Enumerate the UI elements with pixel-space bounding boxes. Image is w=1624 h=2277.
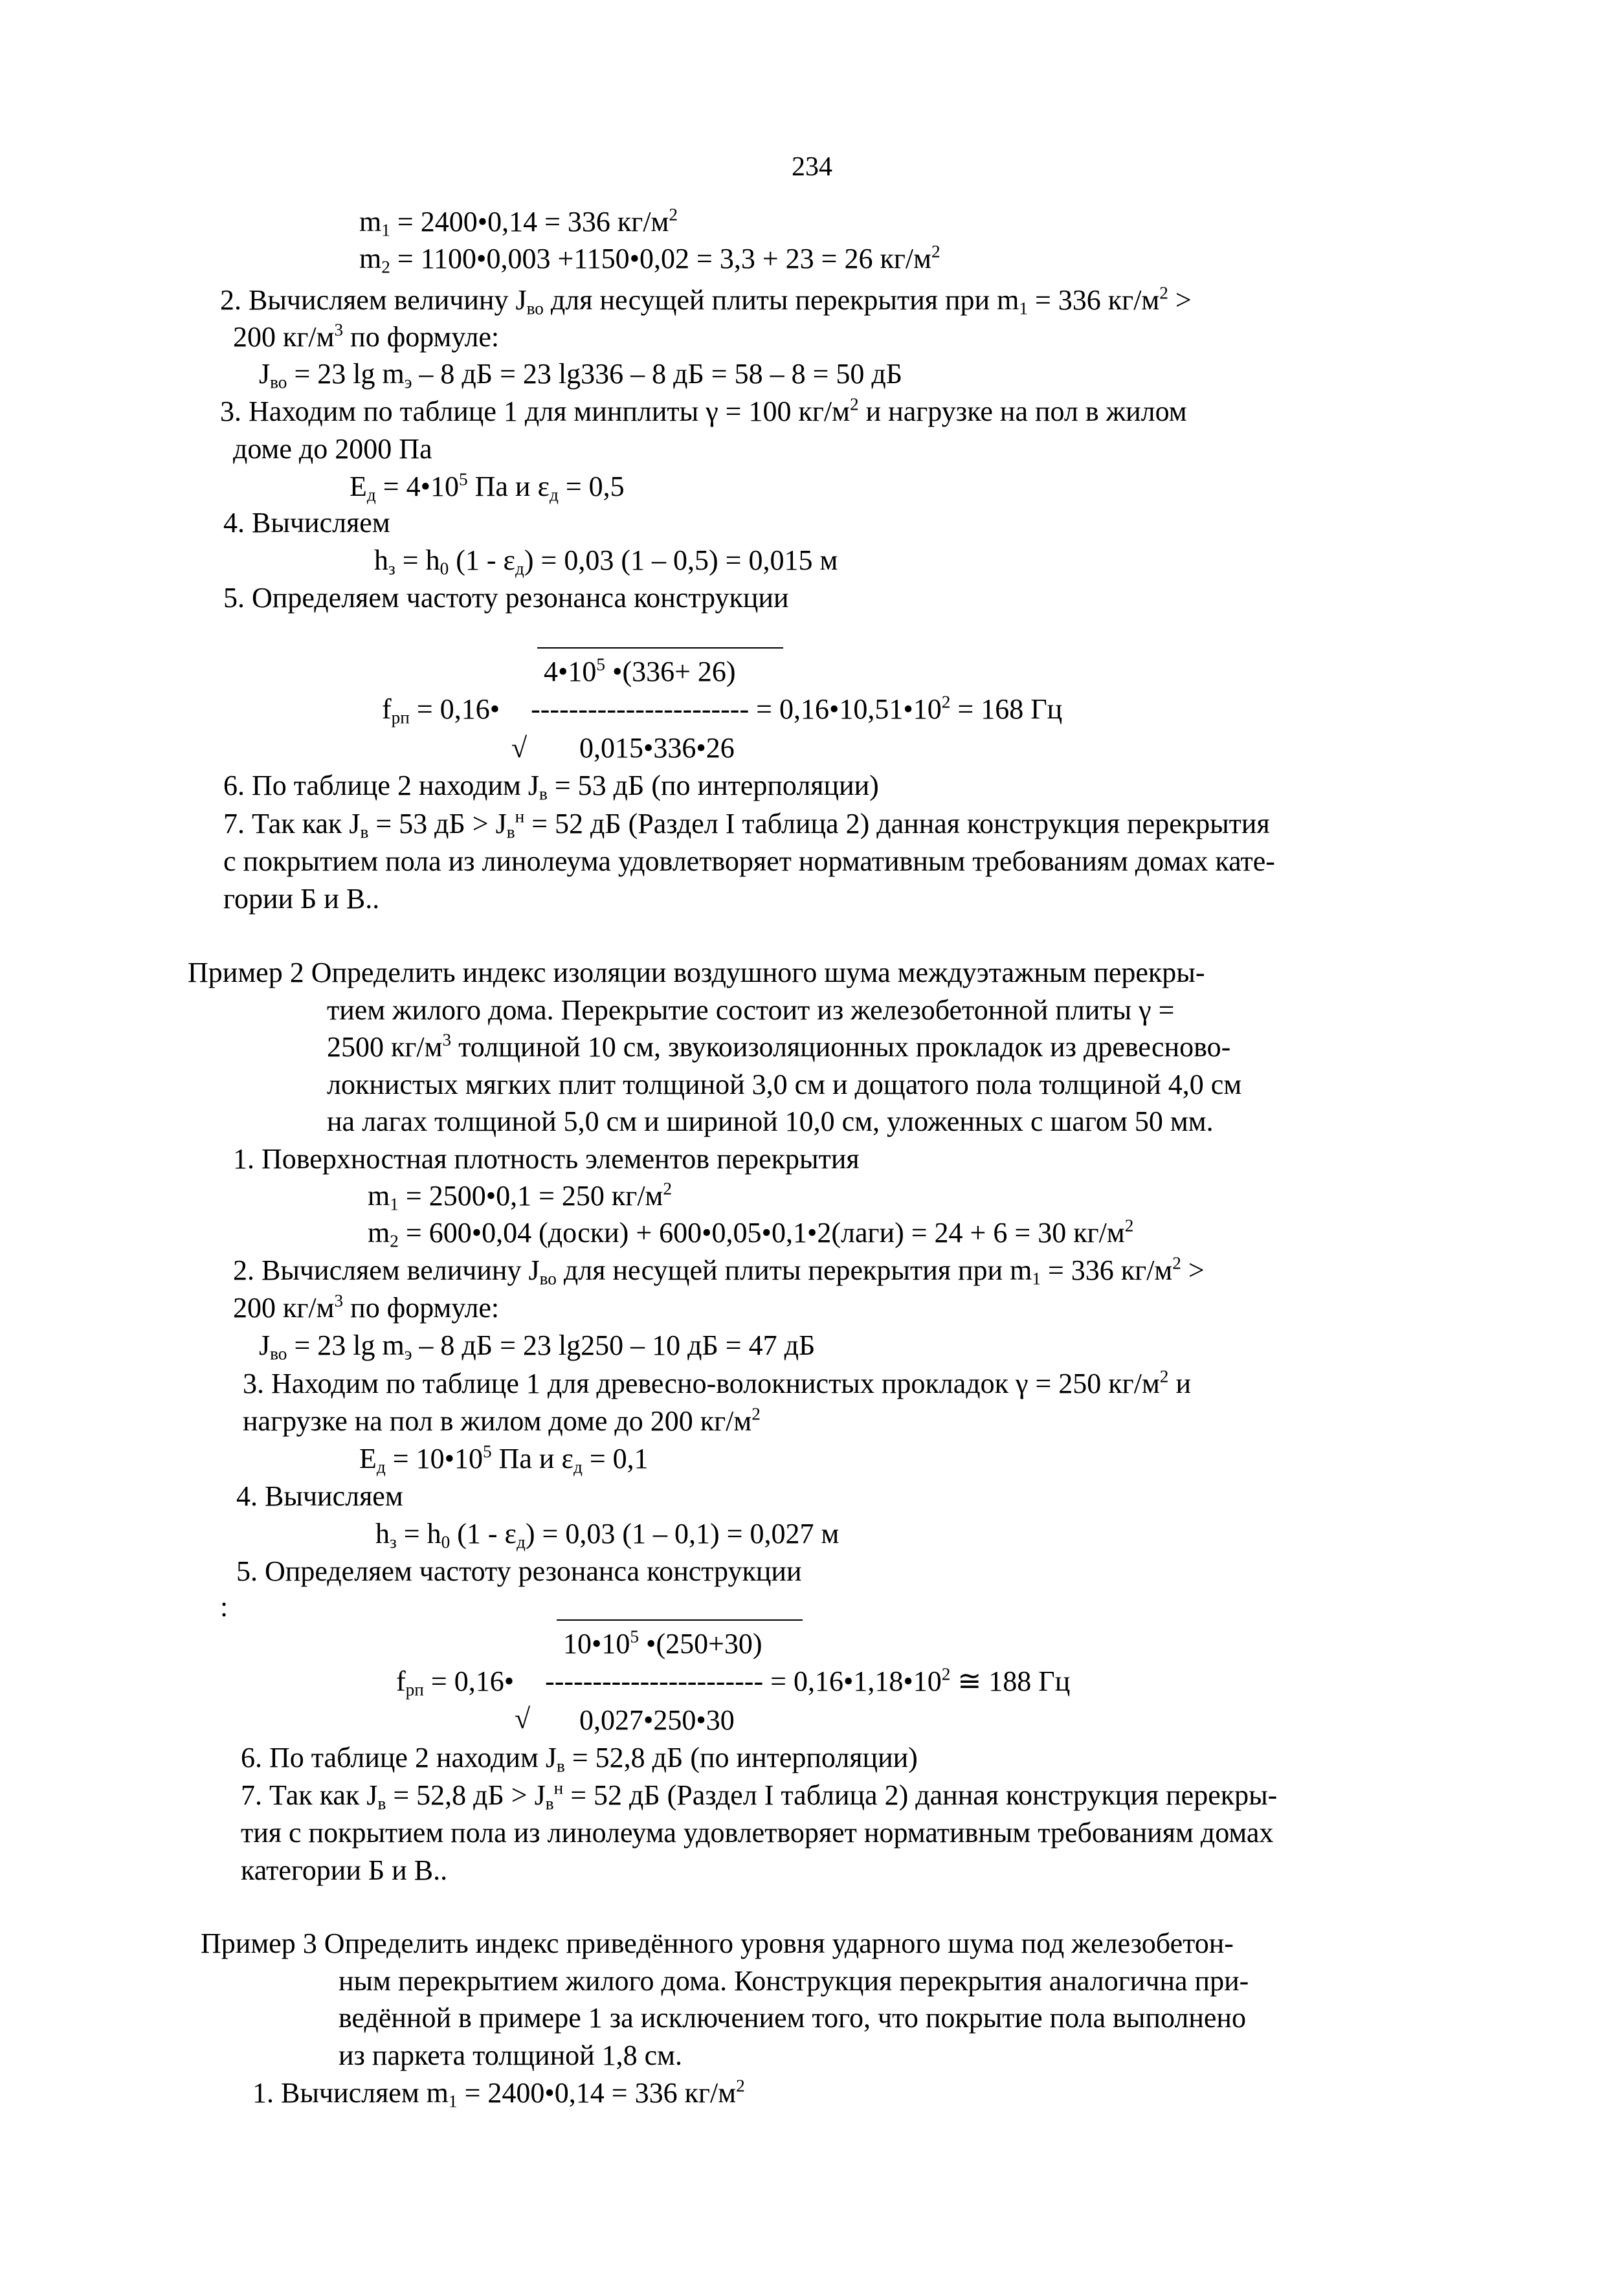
ex3-heading-line4: из паркета толщиной 1,8 см. xyxy=(339,2039,683,2071)
ex1-step2-line2: 200 $кг/м^3$ по формуле: xyxy=(233,320,500,353)
ex2-fraction-numerator: $10•10^5$ •(250+30) xyxy=(563,1627,762,1660)
ex2-m2-formula: $m_2$ = 600•0,04 (доски) + 600•0,05•0,1•2(лаги) = 24 + 6 = 30 $кг/м^2$ xyxy=(368,1216,1134,1251)
ex2-fraction-denominator: 0,027•250•30 xyxy=(579,1704,735,1736)
ex2-step1: 1. Поверхностная плотность элементов перекрытия xyxy=(233,1143,860,1175)
ex2-heading-line2: тием жилого дома. Перекрытие состоит из железобетонной плиты γ = xyxy=(327,994,1175,1026)
ex1-sqrt-sign: √ xyxy=(511,732,528,764)
ex2-step6: 6. По таблице 2 находим $J_в = 52,8$ дБ (по интерполяции) xyxy=(241,1742,918,1776)
ex2-step2-line1: 2. Вычисляем величину $J_{во}$ для несущей плиты перекрытия при $m_1 = 336$ $кг/м^2$ > xyxy=(233,1253,1205,1289)
ex2-heading-line1: Пример 2 Определить индекс изоляции воздушного шума междуэтажным перекры- xyxy=(188,957,1205,988)
ex1-step6: 6. По таблице 2 находим $J_в = 53$ дБ (по интерполяции) xyxy=(223,770,879,804)
ex2-jvo-formula: $J_{во} = 23$ $\lg m_э - 8$ дБ = 23 lg250 – 10 дБ = 47 дБ xyxy=(259,1329,816,1364)
ex1-step3-line2: доме до 2000 Па xyxy=(233,433,432,465)
ex2-step7-line1: 7. Так как $J_в = 52,8$ дБ > $J_в^н = 52$ дБ (Раздел I таблица 2) данная конструкция перекры- xyxy=(241,1778,1278,1814)
ex1-sqrt-overline xyxy=(537,647,783,649)
ex2-step7-line2: тия с покрытием пола из линолеума удовлетворяет нормативным требованиям домах xyxy=(241,1817,1274,1849)
ex1-step7-line3: гории Б и В.. xyxy=(223,883,380,915)
ex3-heading-line3: ведённой в примере 1 за исключением того, что покрытие пола выполнено xyxy=(339,2002,1246,2034)
ex1-step3-line1: 3. Находим по таблице 1 для минплиты γ = 100 $кг/м^2$ и нагрузке на пол в жилом xyxy=(220,394,1187,427)
ex3-heading-line2: ным перекрытием жилого дома. Конструкция перекрытия аналогична при- xyxy=(339,1965,1249,1997)
ex2-step5: 5. Определяем частоту резонанса конструкции xyxy=(236,1555,802,1587)
ex2-heading-line3: 2500 $кг/м^3$ толщиной 10 см, звукоизоляционных прокладок из древесново- xyxy=(327,1030,1231,1063)
ex1-step5: 5. Определяем частоту резонанса конструкции xyxy=(223,582,789,614)
ex2-sqrt-overline xyxy=(557,1619,803,1621)
ex2-heading-line4: локнистых мягких плит толщиной 3,0 см и дощатого пола толщиной 4,0 см xyxy=(327,1069,1242,1100)
ex2-heading-line5: на лагах толщиной 5,0 см и шириной 10,0 см, уложенных с шагом 50 мм. xyxy=(327,1105,1214,1137)
ex1-fraction-denominator: 0,015•336•26 xyxy=(579,732,735,764)
ex2-colon: : xyxy=(220,1591,228,1623)
ex3-heading-line1: Пример 3 Определить индекс приведённого уровня ударного шума под железобетон- xyxy=(201,1927,1234,1959)
ex2-step2-line2: 200 $кг/м^3$ по формуле: xyxy=(233,1291,500,1324)
ex2-step3-line1: 3. Находим по таблице 1 для древесно-волокнистых прокладок γ = 250 $кг/м^2$ и xyxy=(243,1366,1191,1399)
ex1-step7-line1: 7. Так как $J_в = 53$ дБ > $J_в^н = 52$ дБ (Раздел I таблица 2) данная конструкция перекрытия xyxy=(223,806,1270,842)
ex1-jvo-formula: $J_{во} = 23$ $\lg m_э - 8$ дБ = 23 lg336 – 8 дБ = 58 – 8 = 50 дБ xyxy=(259,358,903,392)
ex1-fraction-numerator: $4•10^5$ •(336+ 26) xyxy=(544,654,736,687)
formula-m2: $m_2$ = 1100•0,003 +1150•0,02 = 3,3 + 23 = 26 $кг/м^2$ xyxy=(359,241,940,277)
formula-m1: $m_1$ = 2400•0,14 = 336 $кг/м^2$ xyxy=(359,205,678,240)
ex1-h-formula: $h_з = h_0$ $(1 - \varepsilon_д) = 0,03$ (1 – 0,5) = 0,015 м xyxy=(374,544,838,579)
ex1-frequency-formula: $f_{рп}$ = 0,16• ----------------------- = $0,16•10,51•10^2 = 168$ Гц xyxy=(382,692,1063,728)
ex2-step3-line2: нагрузке на пол в жилом доме до 200 $кг/м^2$ xyxy=(243,1404,761,1437)
ex2-step7-line3: категории Б и В.. xyxy=(241,1854,448,1886)
ex2-h-formula: $h_з = h_0$ $(1 - \varepsilon_д) = 0,03$ (1 – 0,1) = 0,027 м xyxy=(375,1518,840,1552)
ex1-step4: 4. Вычисляем xyxy=(223,507,390,539)
ex2-m1-formula: $m_1$ = 2500•0,1 = 250 $кг/м^2$ xyxy=(368,1179,673,1214)
ex1-step7-line2: с покрытием пола из линолеума удовлетворяет нормативным требованиям домах кате- xyxy=(223,845,1275,877)
ex2-ed-formula: $Е_д$ = $10•10^5$ Па и $\varepsilon_д = 0,1$ xyxy=(359,1441,649,1477)
ex3-step1: 1. Вычисляем $m_1$ = 2400•0,14 = 336 $кг/м^2$ xyxy=(252,2076,745,2111)
ex2-sqrt-sign: √ xyxy=(515,1703,531,1735)
ex2-step4: 4. Вычисляем xyxy=(236,1480,403,1512)
page-number: 234 xyxy=(792,152,832,182)
ex1-step2-line1: 2. Вычисляем величину $J_{во}$ для несущей плиты перекрытия при $m_1 = 336$ $кг/м^2$ > xyxy=(220,283,1192,318)
ex2-frequency-formula: $f_{рп}$ = 0,16• ----------------------- = $0,16•1,18•10^2$ ≅ 188 Гц xyxy=(396,1664,1071,1700)
ex1-ed-formula: $Е_д$ = $4•10^5$ Па и $\varepsilon_д = 0,5$ xyxy=(350,469,625,505)
